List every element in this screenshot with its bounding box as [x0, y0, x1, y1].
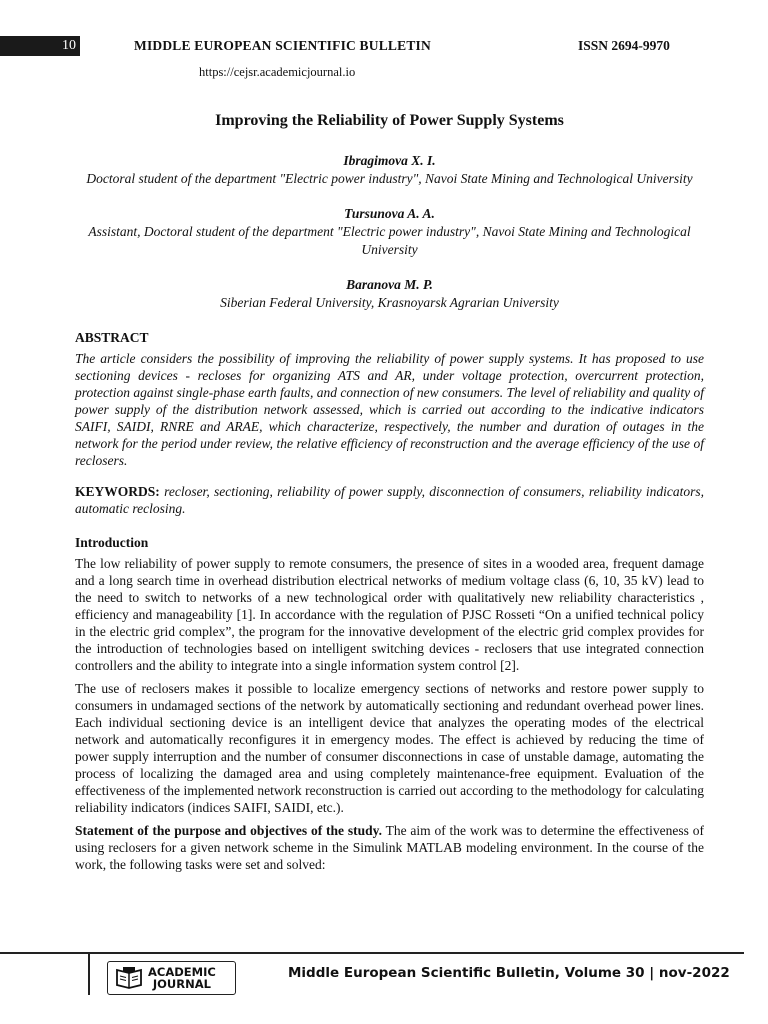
- author-affiliation: Assistant, Doctoral student of the department "Electric power industry", Navoi State Mining and Technological University: [88, 224, 691, 257]
- issn-label: ISSN 2694-9970: [578, 38, 670, 53]
- abstract-heading: ABSTRACT: [75, 330, 149, 345]
- journal-title: MIDDLE EUROPEAN SCIENTIFIC BULLETIN: [134, 38, 431, 53]
- author-block: [75, 152, 704, 188]
- book-logo-icon: [114, 966, 144, 990]
- keywords: [75, 483, 704, 517]
- academic-journal-logo: [107, 961, 236, 995]
- page-number: 10: [62, 38, 76, 53]
- introduction-heading: Introduction: [75, 535, 149, 550]
- logo-line-1: ACADEMIC: [148, 965, 216, 979]
- author-name: Baranova M. P.: [346, 277, 433, 292]
- intro-paragraph-1: The low reliability of power supply to remote consumers, the presence of sites in a wooded area, frequent damage and a long search time in overhead distribution electrical networks of medium voltage class (6, 10, 35 kV) lead to the need to switch to networks of a new technological order with qualitatively new reliability characteristics , efficiency and manageability [1]. In accordance with the regulation of PJSC Rosseti “On a unified technical policy in the electric grid complex”, the program for the innovative development of the electric grid complex provides for the introduction of technologies based on intelligent switching devices - reclosers that use integrated connection controllers and the ability to integrate into a single information system control [2].: [75, 556, 704, 673]
- statement-paragraph: [75, 822, 704, 873]
- author-block: [75, 205, 704, 259]
- article-title: Improving the Reliability of Power Supply Systems: [215, 112, 564, 129]
- article-body: [75, 112, 704, 879]
- statement-text: The aim of the work was to determine the effectiveness of using reclosers for a given network scheme in the Simulink MATLAB modeling environment. In the course of the work, the following tasks were set and solved:: [75, 823, 704, 872]
- journal-url[interactable]: https://cejsr.academicjournal.io: [199, 65, 356, 79]
- footer-vertical-divider: [88, 953, 90, 995]
- footer-divider: [0, 952, 744, 954]
- statement-lead: Statement of the purpose and objectives of the study.: [75, 823, 382, 838]
- keywords-label: KEYWORDS:: [75, 484, 160, 499]
- logo-wordmark: [148, 966, 216, 990]
- intro-paragraph-2: The use of reclosers makes it possible to localize emergency sections of networks and restore power supply to consumers in undamaged sections of the network by automatically sectioning and redundant overhead power lines. Each individual sectioning device is an intelligent device that analyzes the operating modes of the electrical network and automatically reconfigures it in emergency modes. The effect is achieved by reducing the time of power supply interruption and the number of consumer disconnections in case of unstable damage, automating the process of localizing the damaged area and using completely maintenance-free equipment. Evaluation of the effectiveness of the implemented network reconstruction is carried out according to the methodology for calculating reliability indicators (indices SAIFI, SAIDI, etc.).: [75, 681, 704, 815]
- author-affiliation: Doctoral student of the department "Electric power industry", Navoi State Mining and Technological University: [86, 171, 693, 186]
- footer-citation: Middle European Scientific Bulletin, Volume 30 | nov-2022: [288, 965, 730, 981]
- keywords-list: recloser, sectioning, reliability of power supply, disconnection of consumers, reliability indicators, automatic reclosing.: [75, 484, 704, 516]
- author-name: Tursunova A. A.: [344, 206, 435, 221]
- author-block: [75, 276, 704, 312]
- author-affiliation: Siberian Federal University, Krasnoyarsk Agrarian University: [220, 295, 559, 310]
- abstract-text: The article considers the possibility of improving the reliability of power supply systems. It has proposed to use sectioning devices - recloses for organizing ATS and AR, under voltage protection, overcurrent protection, protection against single-phase earth faults, and connection of new consumers. The level of reliability and quality of power supply of the distribution network assessed, which is carried out according to the indicative indicators SAIFI, SAIDI, RNRE and ARAE, which characterize, respectively, the number and duration of outages in the network for the period under review, the relative efficiency of reconstruction and the average efficiency of the use of reclosers.: [75, 351, 704, 468]
- logo-line-2: JOURNAL: [152, 977, 211, 991]
- author-name: Ibragimova X. I.: [343, 153, 436, 168]
